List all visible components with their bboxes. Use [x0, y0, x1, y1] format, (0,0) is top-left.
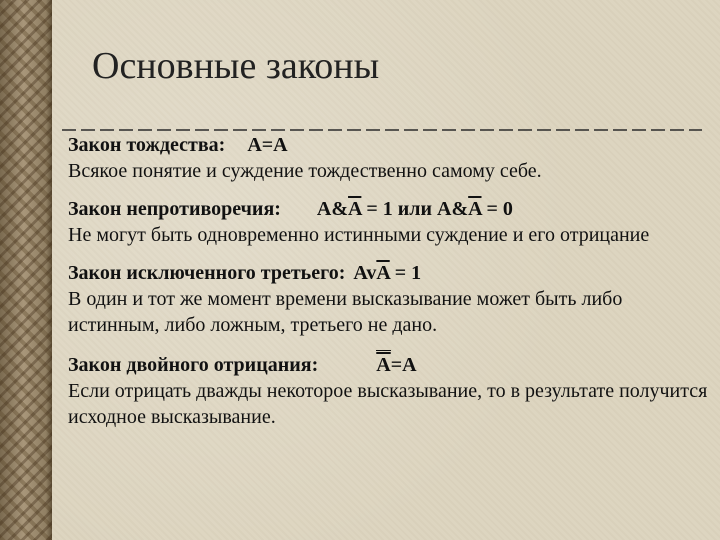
law-double-negation-heading	[68, 354, 417, 376]
law-excluded-middle-name: Закон исключенного третьего:	[68, 262, 346, 284]
formula-part: = 0	[481, 198, 513, 220]
law-double-negation-formula	[376, 354, 416, 376]
law-identity-heading	[68, 134, 288, 156]
law-noncontradiction-description: Не могут быть одновременно истинными суждение и его отрицание	[68, 224, 650, 246]
formula-part: = 1 или	[361, 198, 438, 220]
formula-negated-a: $\overline{A}$	[468, 198, 482, 220]
law-noncontradiction	[68, 196, 708, 248]
law-identity-description: Всякое понятие и суждение тождественно самому себе.	[68, 160, 542, 182]
law-double-negation	[68, 350, 708, 430]
formula-part: Av	[353, 262, 377, 284]
law-noncontradiction-name: Закон непротиворечия:	[68, 198, 281, 220]
law-excluded-middle	[68, 260, 708, 338]
law-noncontradiction-formula	[317, 198, 513, 220]
formula-double-negated-a: $\overline{A}$	[376, 354, 391, 376]
law-identity-name: Закон тождества:	[68, 134, 226, 156]
formula-part: = 1	[389, 262, 422, 284]
slide-title: Основные законы	[92, 45, 380, 87]
law-excluded-middle-heading	[68, 262, 421, 284]
law-identity	[68, 132, 708, 184]
laws-list	[68, 132, 708, 430]
formula-part: A&	[316, 198, 349, 220]
law-double-negation-name: Закон двойного отрицания:	[68, 354, 319, 376]
law-noncontradiction-heading	[68, 198, 513, 220]
formula-negated-a: $\overline{A}$	[376, 262, 390, 284]
formula-part: =A	[390, 354, 417, 376]
law-excluded-middle-description: В один и тот же момент времени высказывание может быть либо истинным, либо ложным, третьего не дано.	[68, 288, 623, 336]
law-double-negation-description: Если отрицать дважды некоторое высказывание, то в результате получится исходное высказывание.	[68, 380, 708, 428]
decorative-side-strip	[0, 0, 52, 540]
law-excluded-middle-formula	[353, 262, 421, 284]
formula-negated-a: $\overline{A}$	[348, 198, 362, 220]
double-bar-outer	[376, 350, 390, 378]
formula-part: A&	[437, 198, 469, 220]
law-identity-formula: A=A	[247, 134, 288, 156]
